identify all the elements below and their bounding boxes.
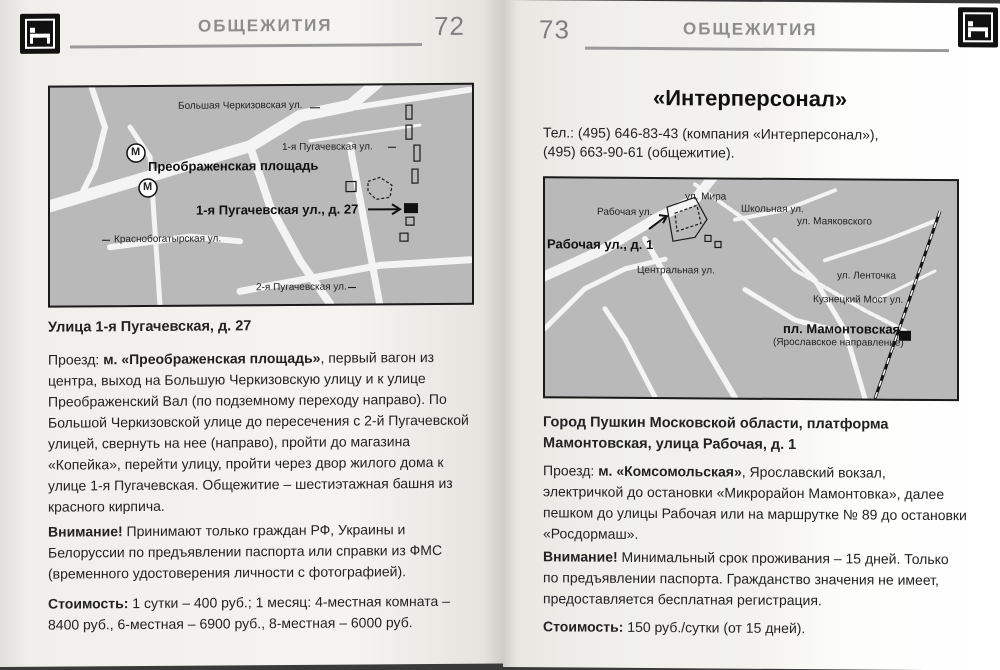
directions-paragraph xyxy=(48,347,472,518)
bed-icon xyxy=(958,7,998,47)
attention-text: Принимают только граждан РФ, Украины и Белоруссии по предъявлении паспорта или справки из ФМС (временного удостоверения личности с фотографией). xyxy=(48,521,443,582)
map-right xyxy=(543,176,959,401)
street-label: Школьная ул. xyxy=(741,203,804,216)
header-rule xyxy=(70,43,422,48)
address-label: 1-я Пугачевская ул., д. 27 xyxy=(196,201,359,218)
running-head xyxy=(70,11,480,50)
phone-line: Тел.: (495) 646-83-43 (компания «Интерперсонал»), xyxy=(543,124,879,143)
metro-label: М xyxy=(143,180,153,194)
running-title: ОБЩЕЖИТИЯ xyxy=(683,19,818,40)
cost-text: 1 сутки – 400 руб.; 1 месяц: 4-местная комната – 8400 руб., 6-местная – 6900 руб., 8-местная – 6000 руб. xyxy=(48,592,450,633)
street-label: Центральная ул. xyxy=(637,264,715,277)
street-label: Краснобогатырская ул. xyxy=(114,233,222,246)
section-heading: Улица 1-я Пугачевская, д. 27 xyxy=(48,318,252,336)
bed-icon xyxy=(20,14,60,54)
address-label: Рабочая ул., д. 1 xyxy=(547,236,654,253)
metro-station: м. «Комсомольская» xyxy=(598,462,742,480)
station-label: пл. Мамонтовская xyxy=(783,320,901,337)
street-label: Рабочая ул. xyxy=(597,206,653,219)
page-title: «Интерперсонал» xyxy=(653,85,848,112)
street-label: ул. Ленточка xyxy=(837,270,896,282)
street-label: ул. Маяковского xyxy=(797,216,872,228)
right-page xyxy=(503,0,1000,670)
street-label: 1-я Пугачевская ул. xyxy=(282,141,373,154)
metro-station: м. «Преображенская площадь» xyxy=(103,349,321,368)
metro-label: М xyxy=(131,146,141,159)
attention-text: Минимальный срок проживания – 15 дней. Только по предъявлении паспорта. Гражданство значения не имеет, предоставляется бесплатная регистрация. xyxy=(543,548,949,609)
attention-label: Внимание! xyxy=(48,523,123,540)
attention-paragraph xyxy=(48,519,472,585)
directions-label: Проезд: xyxy=(543,462,595,479)
cost-label: Стоимость: xyxy=(48,595,129,612)
section-heading: Город Пушкин Московской области, платформа Мамонтовская, улица Рабочая, д. 1 xyxy=(543,414,889,454)
attention-paragraph xyxy=(543,546,967,612)
street-label: ул. Мира xyxy=(685,191,727,203)
header-rule xyxy=(585,47,949,53)
running-title: ОБЩЕЖИТИЯ xyxy=(198,15,333,36)
running-head xyxy=(539,14,949,53)
square-label: Преображенская площадь xyxy=(148,157,319,174)
page-number: 72 xyxy=(434,10,465,41)
cost-paragraph xyxy=(543,616,967,640)
phone-line: (495) 663-90-61 (общежитие). xyxy=(543,143,735,161)
cost-paragraph xyxy=(48,591,472,636)
street-label: 2-я Пугачевская ул. xyxy=(256,281,347,294)
directions-label: Проезд: xyxy=(48,351,100,368)
attention-label: Внимание! xyxy=(543,548,618,565)
directions-text: , Ярославский вокзал, электричкой до остановки «Микрорайон Мамонтовка», далее пешком до улицы Рабочая или на маршрутке № 89 до остановки «Росдормаш». xyxy=(543,463,967,542)
cost-text: 150 руб./сутки (от 15 дней). xyxy=(623,618,806,637)
map-left xyxy=(48,83,474,308)
cost-label: Стоимость: xyxy=(543,618,624,635)
street-label: Кузнецкий Мост ул. xyxy=(813,294,904,306)
street-label: Большая Черкизовская ул. xyxy=(178,99,303,112)
directions-text: , первый вагон из центра, выход на Большую Черкизовскую улицу и к улице Преображенский Вал (по подземному переходу направо). По Большой Черкизовской улице до пересечения с 2-й Пугачевской улицей, свернуть на нее (направо), пройти до магазина «Копейка», перейти улицу, пройти через двор жилого дома к улице 1-я Пугачевская. Общежитие – шестиэтажная башня из красного кирпича. xyxy=(48,348,469,515)
directions-paragraph xyxy=(543,460,967,547)
page-number: 73 xyxy=(539,14,570,45)
direction-label: (Ярославское направление) xyxy=(773,336,904,349)
